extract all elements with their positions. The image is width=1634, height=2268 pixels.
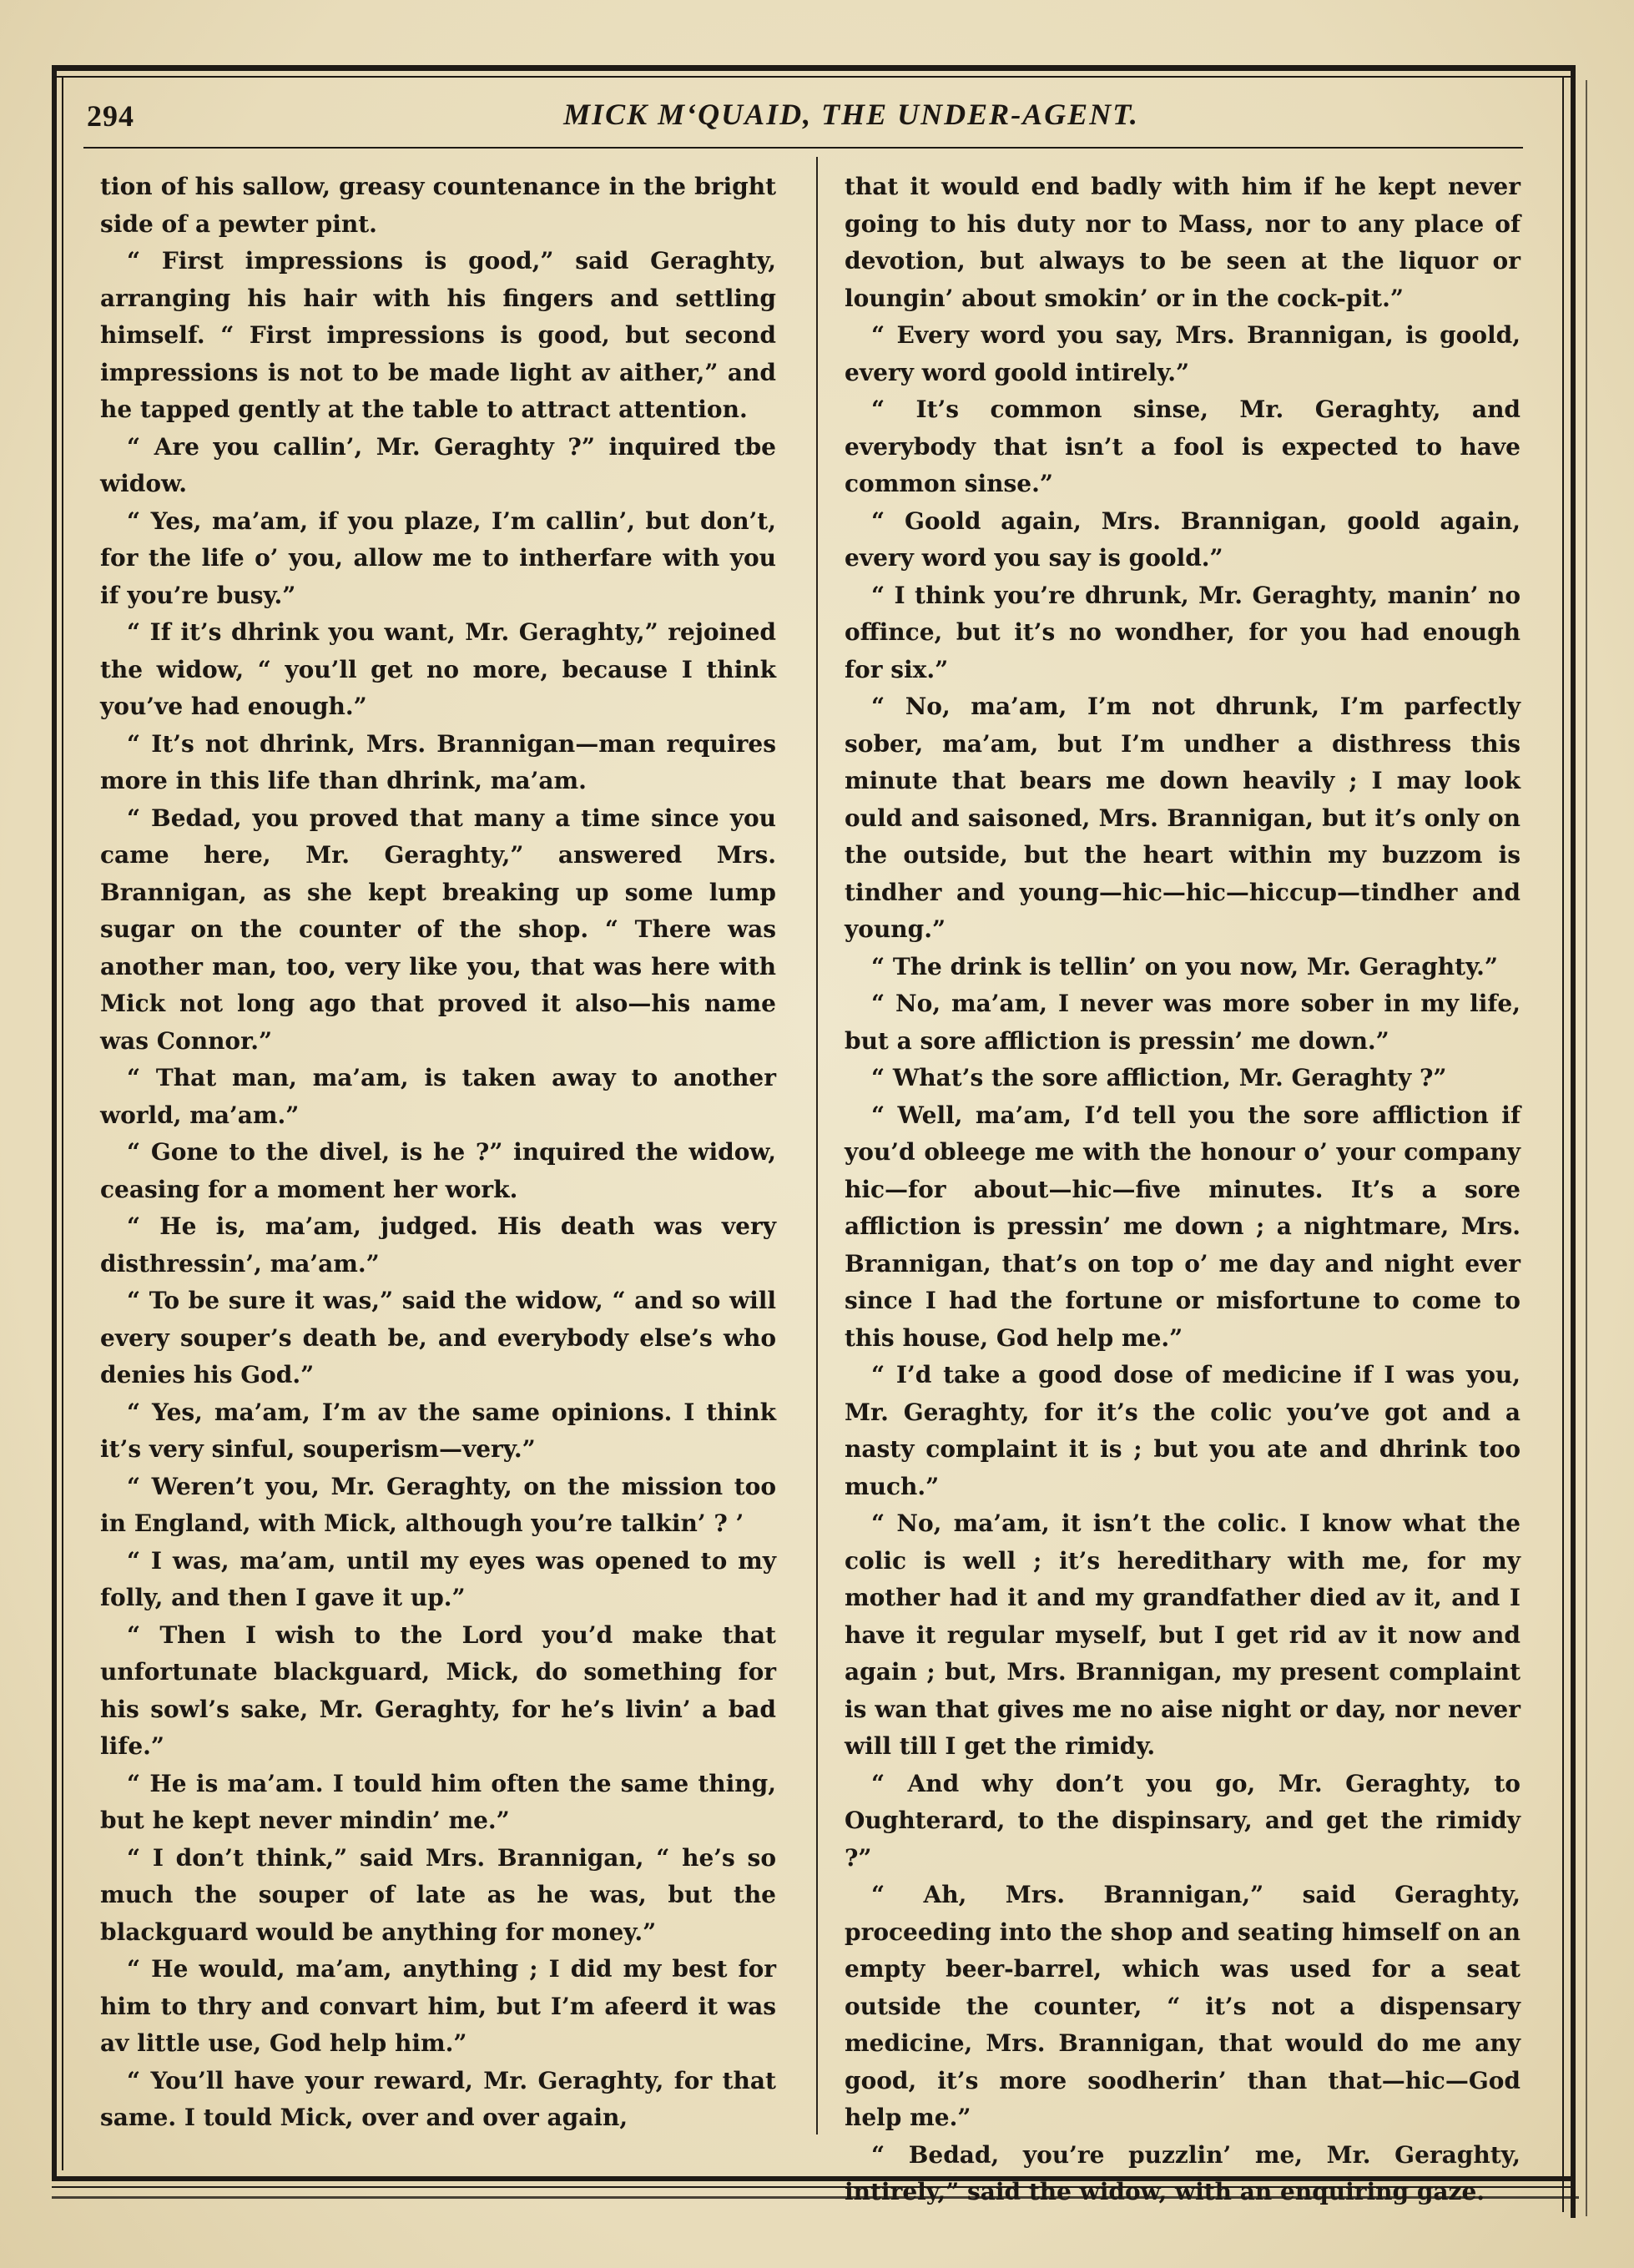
paragraph: “ Bedad, you’re puzzlin’ me, Mr. Geraghty, intirely,” said the widow, with an enquiring gaze.: [845, 2140, 1521, 2205]
paragraph: “ I think you’re dhrunk, Mr. Geraghty, manin’ no offince, but it’s no wondher, for you had enough for six.”: [845, 581, 1521, 683]
page-border-right-inner: [1562, 76, 1564, 2212]
right-column: [845, 169, 1521, 2211]
page-border-top: [52, 65, 1576, 71]
paragraph: “ And why don’t you go, Mr. Geraghty, to Oughterard, to the dispinsary, and get the rimidy ?”: [845, 1769, 1521, 1872]
paragraph: “ You’ll have your reward, Mr. Geraghty, for that same. I tould Mick, over and over again,: [100, 2066, 776, 2131]
paragraph: “ Gone to the divel, is he ?” inquired the widow, ceasing for a moment her work.: [100, 1138, 776, 1203]
paragraph: “ Are you callin’, Mr. Geraghty ?” inquired tbe widow.: [100, 432, 776, 497]
paragraph: “ He is ma’am. I tould him often the same thing, but he kept never mindin’ me.”: [100, 1769, 776, 1834]
paragraph: “ No, ma’am, I never was more sober in my life, but a sore affliction is pressin’ me down.”: [845, 990, 1521, 1055]
page-border-right-outer: [1586, 80, 1587, 2216]
paragraph: “ It’s common sinse, Mr. Geraghty, and everybody that isn’t a fool is expected to have common sinse.”: [845, 396, 1521, 497]
paragraph: “ What’s the sore affliction, Mr. Geraghty ?”: [871, 1064, 1447, 1091]
paragraph: “ First impressions is good,” said Geraghty, arranging his hair with his fingers and settling himself. “ First impressions is good, but second impressions is not to be made light av aither,” and he tapped gently at the table to attract attention.: [100, 247, 776, 423]
paragraph: tion of his sallow, greasy countenance in the bright side of a pewter pint.: [100, 173, 776, 238]
paragraph: “ Bedad, you proved that many a time since you came here, Mr. Geraghty,” answered Mrs. Brannigan, as she kept breaking up some lump sugar on the counter of the shop. “ There was another man, too, very like you, that was here with Mick not long ago that proved it also—his name was Connor.”: [100, 804, 776, 1055]
paragraph: “ No, ma’am, I’m not dhrunk, I’m parfectly sober, ma’am, but I’m undher a disthress this minute that bears me down heavily ; I may look ould and saisoned, Mrs. Brannigan, but it’s only on the outside, but the heart within my buzzom is tindher and young—hic—hic—hiccup—tindher and young.”: [845, 693, 1521, 943]
paragraph: “ Every word you say, Mrs. Brannigan, is goold, every word goold intirely.”: [845, 321, 1521, 386]
paragraph: “ I don’t think,” said Mrs. Brannigan, “ he’s so much the souper of late as he was, but the blackguard would be anything for money.”: [100, 1843, 776, 1946]
paragraph: “ It’s not dhrink, Mrs. Brannigan—man requires more in this life than dhrink, ma’am.: [100, 729, 776, 794]
paragraph: “ Ah, Mrs. Brannigan,” said Geraghty, proceeding into the shop and seating himself on an empty beer-barrel, which was used for a seat outside the counter, “ it’s not a dispensary medicine, Mrs. Brannigan, that would do me any good, it’s more soodherin’ than that—hic—God help me.”: [845, 1881, 1521, 2131]
paragraph: that it would end badly with him if he kept never going to his duty nor to Mass, nor to any place of devotion, but always to be seen at the liquor or loungin’ about smokin’ or in the cock-pit.”: [845, 173, 1521, 312]
paragraph: “ No, ma’am, it isn’t the colic. I know what the colic is well ; it’s heredithary with me, for my mother had it and my grandfather died av it, and I have it regular myself, but I get rid av it now and again ; but, Mrs. Brannigan, my present complaint is wan that gives me no aise night or day, nor never will till I get the rimidy.: [845, 1509, 1521, 1760]
header-rule: [83, 147, 1523, 149]
paragraph: “ I was, ma’am, until my eyes was opened to my folly, and then I gave it up.”: [100, 1546, 776, 1611]
paragraph: “ That man, ma’am, is taken away to another world, ma’am.”: [100, 1064, 776, 1129]
paragraph: “ Yes, ma’am, I’m av the same opinions. I think it’s very sinful, souperism—very.”: [100, 1398, 776, 1463]
page-number: 294: [87, 99, 134, 133]
paragraph: “ Goold again, Mrs. Brannigan, goold again, every word you say is goold.”: [845, 507, 1521, 572]
paragraph: “ Weren’t you, Mr. Geraghty, on the mission too in England, with Mick, although you’re talkin’ ? ’: [100, 1472, 776, 1537]
paragraph: “ The drink is tellin’ on you now, Mr. Geraghty.”: [871, 952, 1498, 980]
paragraph: “ Yes, ma’am, if you plaze, I’m callin’, but don’t, for the life o’ you, allow me to intherfare with you if you’re busy.”: [100, 507, 776, 609]
page-border-left-inner: [62, 76, 63, 2170]
paragraph: “ He would, ma’am, anything ; I did my best for him to thry and convart him, but I’m afeerd it was av little use, God help him.”: [100, 1955, 776, 2057]
running-title: MICK M‘QUAID, THE UNDER-AGENT.: [563, 98, 1139, 131]
paragraph: “ If it’s dhrink you want, Mr. Geraghty,” rejoined the widow, “ you’ll get no more, because I think you’ve had enough.”: [100, 618, 776, 720]
column-divider: [816, 157, 818, 2134]
page-border-left: [52, 65, 57, 2176]
paragraph: “ Then I wish to the Lord you’d make that unfortunate blackguard, Mick, do something for his sowl’s sake, Mr. Geraghty, for he’s livin’ a bad life.”: [100, 1620, 776, 1760]
left-column: [100, 169, 776, 2137]
paragraph: “ Well, ma’am, I’d tell you the sore affliction if you’d obleege me with the honour o’ your company hic—for about—hic—five minutes. It’s a sore affliction is pressin’ me down ; a nightmare, Mrs. Brannigan, that’s on top o’ me day and night ever since I had the fortune or misfortune to come to this house, God help me.”: [845, 1101, 1521, 1352]
page-border-top-inner: [52, 76, 1576, 78]
page-border-right: [1571, 65, 1576, 2218]
paragraph: “ He is, ma’am, judged. His death was very disthressin’, ma’am.”: [100, 1212, 776, 1278]
paragraph: “ To be sure it was,” said the widow, “ and so will every souper’s death be, and everybody else’s who denies his God.”: [100, 1287, 776, 1389]
paragraph: “ I’d take a good dose of medicine if I was you, Mr. Geraghty, for it’s the colic you’ve got and a nasty complaint it is ; but you ate and dhrink too much.”: [845, 1361, 1521, 1500]
